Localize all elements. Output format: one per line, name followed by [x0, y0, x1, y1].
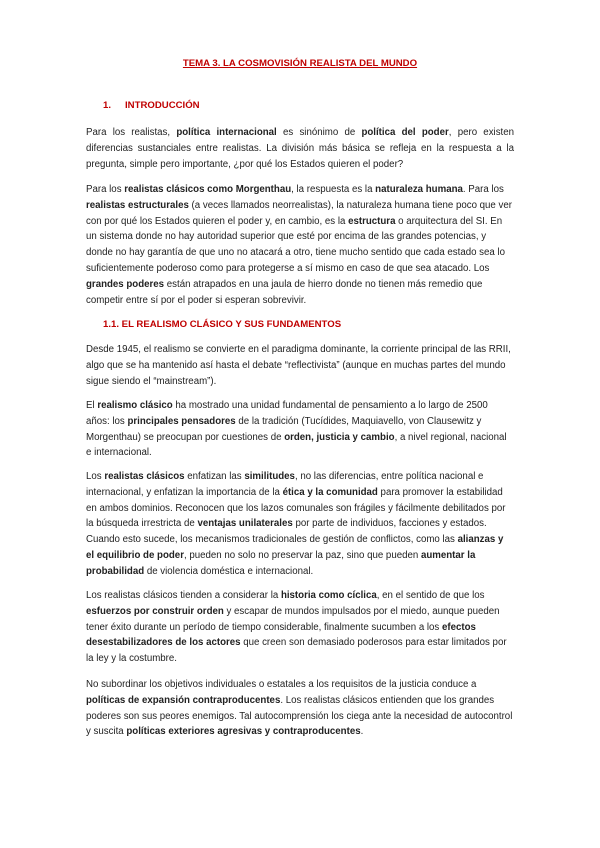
bold-text-run: política del poder	[361, 127, 449, 138]
text-run: que creen son demasiado poderosos para estar limitados por la ley y la costumbre.	[86, 637, 507, 665]
bold-text-run: realistas clásicos como Morgenthau	[124, 184, 292, 195]
bold-text-run: ventajas unilaterales	[197, 518, 293, 530]
paragraph-3	[86, 342, 514, 389]
text-run: Desde 1945, el realismo se convierte en el paradigma dominante, la corriente principal de las RRII, algo que se ha mantenido así hasta el debate “reflectivista” (aunque en muchas partes del mundo sigue siendo el “mainstream”).	[86, 344, 511, 387]
bold-text-run: políticas exteriores agresivas y contraproducentes	[126, 726, 361, 738]
bold-text-run: aumentar la probabilidad	[86, 549, 476, 577]
bold-text-run: esfuerzos por construir orden	[86, 605, 224, 617]
text-run: , en el sentido de que los	[376, 590, 485, 601]
subsection-heading-realismo-clasico: 1.1. EL REALISMO CLÁSICO Y SUS FUNDAMENTOS	[103, 319, 342, 330]
paragraph-4	[86, 398, 514, 461]
bold-text-run: ética y la comunidad	[282, 486, 378, 498]
text-run: de la tradición (Tucídides, Maquiavello, von Clausewitz y Morgenthau) se preocupan por cuestiones de	[86, 415, 482, 443]
bold-text-run: alianzas y el equilibrio de poder	[86, 534, 504, 561]
bold-text-run: estructura	[348, 215, 396, 227]
bold-text-run: naturaleza humana	[375, 184, 463, 195]
paragraph-1	[86, 125, 514, 172]
text-run: .	[360, 726, 364, 738]
text-run: Para los	[86, 184, 125, 195]
text-run: de violencia doméstica e internacional.	[144, 565, 314, 577]
paragraph-5	[86, 469, 514, 580]
bold-text-run: grandes poderes	[86, 278, 165, 290]
text-run: , no las diferencias, entre política nacional e internacional, y enfatizan la importancia de la	[86, 471, 484, 498]
paragraph-2	[86, 182, 514, 308]
bold-text-run: políticas de expansión contraproducentes	[86, 694, 281, 706]
text-run: están atrapados en una jaula de hierro donde no tienen más remedio que competir entre sí por el poder si esperan sobrevivir.	[86, 278, 483, 306]
text-run: , a nivel regional, nacional e internacional.	[86, 431, 507, 459]
bold-text-run: historia como cíclica	[280, 590, 377, 601]
bold-text-run: política internacional	[176, 127, 277, 138]
text-run: o arquitectura del SI. En un sistema donde no hay autoridad superior que esté por encima de las grandes potencias, y donde no hay garantía de que uno no atacará a otro, tiene mucho sentido que cada estado sea lo suficientemente poderoso como para protegerse a sí mismo en caso de que sea atacado. Los	[86, 215, 506, 274]
text-run: , pueden no solo no preservar la paz, sino que pueden	[183, 549, 421, 561]
text-run: enfatizan las	[184, 471, 245, 482]
text-run: No subordinar los objetivos individuales o estatales a los requisitos de la justicia conduce a	[86, 679, 477, 690]
text-run: . Para los	[462, 184, 504, 195]
section-label: INTRODUCCIÓN	[125, 100, 200, 111]
bold-text-run: efectos desestabilizadores de los actores	[86, 621, 476, 649]
text-run: , la respuesta es la	[291, 184, 376, 195]
text-run: Para los realistas,	[86, 127, 177, 138]
text-run: El	[86, 400, 98, 411]
bold-text-run: orden, justicia y cambio	[284, 431, 395, 443]
text-run: , pero existen diferencias sustanciales entre realistas. La división más básica se refleja en la respuesta a la pregunta, simple pero importante, ¿por qué los Estados quieren el poder?	[86, 127, 515, 170]
section-number: 1.	[103, 100, 112, 111]
bold-text-run: principales pensadores	[127, 415, 236, 427]
bold-text-run: realistas estructurales	[86, 199, 189, 211]
section-heading-introduccion	[103, 100, 200, 111]
text-run: Los realistas clásicos tienden a considerar la	[86, 590, 281, 601]
text-run: (a veces llamados neorrealistas), la naturaleza humana tiene poco que ver con por qué los Estados quieren el poder y, en cambio, es la	[86, 199, 512, 227]
document-title: TEMA 3. LA COSMOVISIÓN REALISTA DEL MUNDO	[182, 58, 418, 69]
paragraph-7	[86, 677, 514, 740]
text-run: para promover la estabilidad en ambos dominios. Reconocen que los lazos comunales son frágiles y fácilmente debilitados por la búsqueda irrestricta de	[86, 486, 506, 530]
text-run: es sinónimo de	[276, 127, 362, 138]
text-run: . Los realistas clásicos entienden que los grandes poderes son sus peores enemigos. Tal autocomprensión los ciega ante la necesidad de autocontrol y suscita	[86, 694, 513, 738]
text-run: Los	[86, 471, 105, 482]
text-run: por parte de individuos, facciones y estados. Cuando esto sucede, los mecanismos tradicionales de gestión de conflictos, como las	[86, 518, 487, 546]
bold-text-run: realismo clásico	[97, 400, 173, 411]
bold-text-run: similitudes	[244, 471, 295, 482]
bold-text-run: realistas clásicos	[104, 471, 185, 482]
paragraph-6	[86, 588, 514, 667]
text-run: y escapar de mundos impulsados por el miedo, aunque pueden tener éxito durante un período de tiempo considerable, finalmente sucumben a los	[86, 605, 500, 633]
text-run: ha mostrado una unidad fundamental de pensamiento a lo largo de 2500 años: los	[86, 400, 488, 427]
